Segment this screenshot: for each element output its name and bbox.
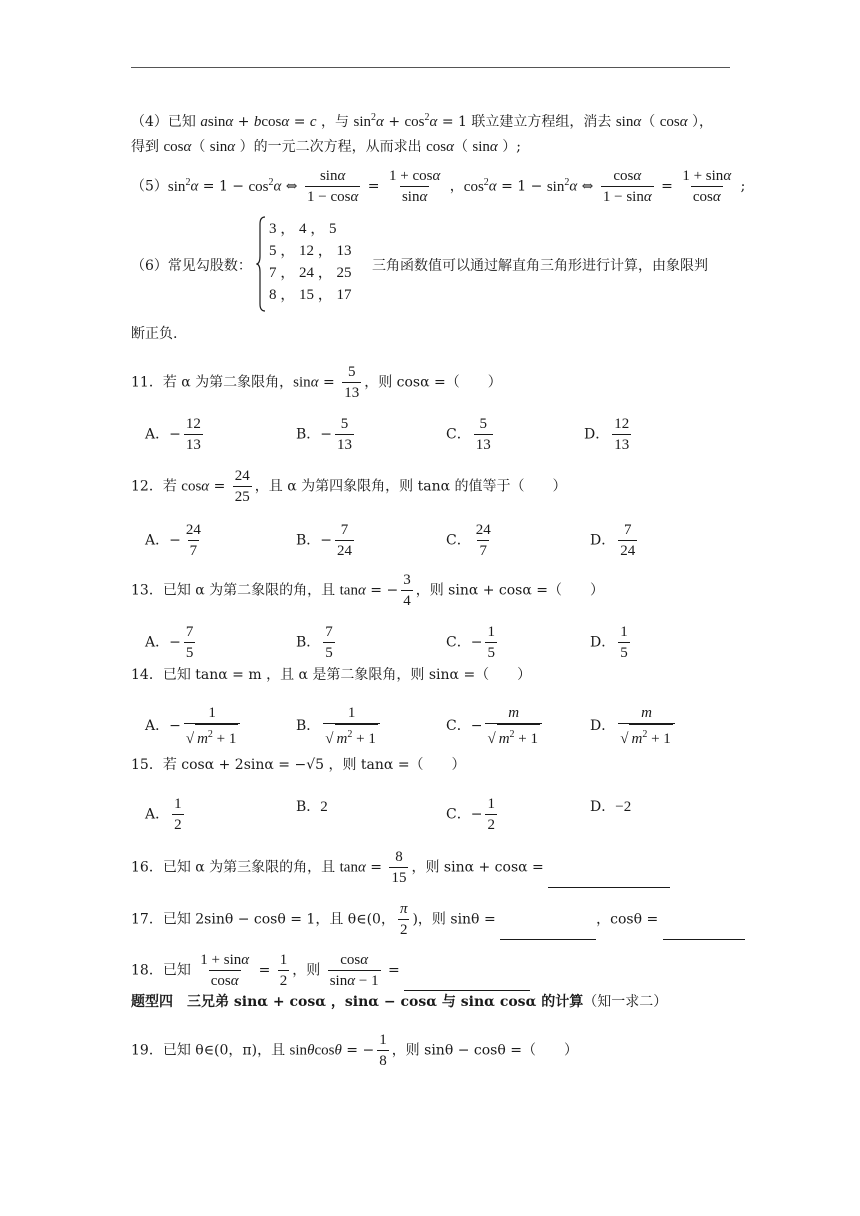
q14-option-d: D． $\frac{m}{√ m^2 + 1}$: [590, 703, 678, 749]
q12-option-c: C． $\frac{24}{7}$: [446, 522, 491, 559]
triple-row: 5 ， 12 ， 13: [269, 243, 352, 259]
answer-blank-sin[interactable]: [500, 923, 596, 940]
q13-option-b: B． $\frac{7}{5}$: [296, 624, 333, 661]
question-19: 19．已知 θ∈(0，π)，且 sinθcosθ = − $\frac{1}{8}$ ，则 sinθ − cosθ =（ ）: [131, 1032, 578, 1069]
answer-blank[interactable]: [404, 974, 530, 991]
q11-option-d: D． $\frac{12}{13}$: [584, 416, 630, 453]
q15-option-a: A． $\frac{1}{2}$: [145, 796, 182, 833]
triple-row: 7 ， 24 ， 25: [269, 265, 352, 281]
q15-option-d: D．−2: [590, 799, 632, 815]
point-5: $(5)\sin^2\alpha = 1 - \cos^2\alpha$ ⇔ $\frac{\sin\alpha}{1 - \cos\alpha}$ = $\frac{1 + \cos\alpha}{\sin\alpha}$ ，$\cos^2\alpha = 1 - \sin^2\alpha$ ⇔ $\frac{\cos\alpha}{1 - \sin\alpha}$ = $\frac{1 + \sin\alpha}{\cos\alpha}$ ;: [131, 168, 746, 205]
q15-option-b: B．2: [296, 799, 328, 815]
q13-option-d: D． $\frac{1}{5}$: [590, 624, 628, 661]
q13-option-a: A．− $\frac{7}{5}$: [145, 624, 194, 661]
q11-option-c: C． $\frac{5}{13}$: [446, 416, 491, 453]
point-6-label: （6）常见勾股数：: [131, 258, 252, 274]
q13-option-c: C．− $\frac{1}{5}$: [446, 624, 495, 661]
point-4-line-1: （4）已知 asinα + bcosα = c ，与 $\sin^2\alpha + \cos^2\alpha = 1$ 联立建立方程组，消去 sinα（ cosα ），: [131, 112, 714, 130]
question-13: 13．已知 α 为第二象限的角，且 tanα = − $\frac{3}{4}$ ，则 sinα + cosα =（ ）: [131, 572, 605, 609]
q14-option-c: C．− $\frac{m}{√ m^2 + 1}$: [446, 703, 545, 749]
triple-row: 3 ， 4 ， 5: [269, 221, 337, 237]
q11-option-a: A．− $\frac{12}{13}$: [145, 416, 201, 453]
question-18: 18．已知 $\frac{1 + \sin\alpha}{\cos\alpha}$ = $\frac{1}{2}$ ，则 $\frac{\cos\alpha}{\sin\alpha - 1}$ =: [131, 950, 530, 991]
question-16: 16．已知 α 为第三象限的角，且 tanα = $\frac{8}{15}$ ，则 sinα + cosα =: [131, 847, 670, 888]
q14-option-a: A．− $\frac{1}{√ m^2 + 1}$: [145, 703, 243, 749]
q12-option-b: B．− $\frac{7}{24}$: [296, 522, 353, 559]
question-11: 11．若 α 为第二象限角，sinα = $\frac{5}{13}$ ，则 cosα =（ ）: [131, 364, 502, 401]
pythagorean-triples: [269, 218, 352, 306]
left-brace-icon: [256, 216, 266, 312]
question-12: 12．若 cosα = $\frac{24}{25}$ ，且 α 为第四象限角，则 tanα 的值等于（ ）: [131, 468, 567, 505]
answer-blank-cos[interactable]: [663, 923, 745, 940]
q11-option-b: B．− $\frac{5}{13}$: [296, 416, 353, 453]
q14-option-b: B． $\frac{1}{√ m^2 + 1}$: [296, 703, 383, 749]
q12-option-a: A．− $\frac{24}{7}$: [145, 522, 201, 559]
point-6-line-2: 断正负.: [131, 326, 178, 342]
question-14: 14．已知 tanα = m ，且 α 是第二象限角，则 sinα =（ ）: [131, 667, 532, 683]
question-15: 15．若 cosα + 2sinα = −√5 ，则 tanα =（ ）: [131, 757, 466, 773]
point-4-line-2: 得到 cosα（ sinα ）的一元二次方程，从而求出 cosα（ sinα ）;: [131, 139, 521, 155]
triple-row: 8 ， 15 ， 17: [269, 287, 352, 303]
section-4-heading: 题型四 三兄弟 sinα + cosα ，sinα − cosα 与 sinα cosα 的计算（知一求二）: [131, 994, 668, 1010]
q15-option-c: C．− $\frac{1}{2}$: [446, 796, 495, 833]
answer-blank[interactable]: [548, 871, 670, 888]
question-17: 17．已知 2sinθ − cosθ = 1，且 θ∈(0， $\frac{\pi}{2}$ )，则 sinθ = ，cosθ =: [131, 899, 745, 940]
q12-option-d: D． $\frac{7}{24}$: [590, 522, 636, 559]
point-6-tail: 三角函数值可以通过解直角三角形进行计算，由象限判: [372, 258, 708, 274]
header-rule: [131, 67, 730, 68]
